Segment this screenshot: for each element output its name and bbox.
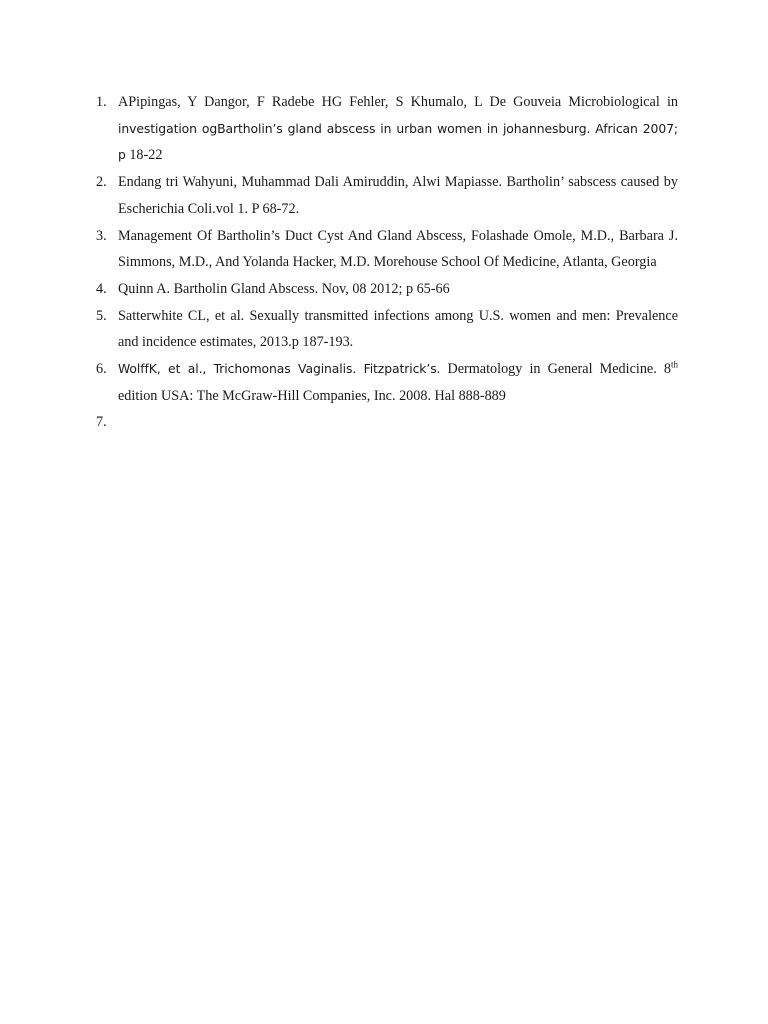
reference-text: Quinn A. Bartholin Gland Abscess. Nov, 08 2012; p 65-66: [118, 280, 450, 297]
reference-item-5: [96, 303, 678, 356]
reference-text: 18-22: [125, 147, 163, 164]
reference-number: 6.: [96, 361, 107, 378]
reference-number: 4.: [96, 280, 107, 297]
reference-number: 5.: [96, 307, 107, 324]
reference-text: WolffK, et al., Trichomonas Vaginalis. Fitzpatrick’s.: [118, 361, 441, 377]
reference-text: Management Of Bartholin’s Duct Cyst And Gland Abscess, Folashade Omole, M.D., Barbara J. Simmons, M.D., And Yolanda Hacker, M.D. Morehouse School Of Medicine, Atlanta, Georgia: [118, 227, 678, 271]
reference-item-6: [96, 356, 678, 409]
reference-number: 1.: [96, 94, 107, 110]
reference-number: 7.: [96, 414, 107, 431]
reference-text: APipingas, Y Dangor, F Radebe HG Fehler, S Khumalo, L De Gouveia Microbiological in: [118, 94, 678, 110]
reference-item-3: [96, 223, 678, 276]
reference-item-4: [96, 276, 678, 303]
superscript-ordinal: th: [670, 359, 678, 370]
reference-text: Endang tri Wahyuni, Muhammad Dali Amiruddin, Alwi Mapiasse. Bartholin’ sabscess caused by Escherichia Coli.vol 1. P 68-72.: [118, 174, 678, 217]
reference-text: investigation ogBartholin’s gland abscess in urban women in johannesburg. African 2007; p: [118, 120, 678, 163]
reference-text: edition USA: The McGraw-Hill Companies, Inc. 2008. Hal 888-889: [118, 387, 506, 404]
reference-text: Satterwhite CL, et al. Sexually transmitted infections among U.S. women and men: Prevalence and incidence estimates, 2013.p 187-193.: [118, 307, 678, 351]
reference-text: Dermatology in General Medicine. 8: [440, 361, 671, 378]
reference-list: [96, 89, 678, 431]
reference-number: 3.: [96, 227, 107, 244]
reference-item-1: [96, 89, 678, 169]
reference-number: 2.: [96, 174, 107, 191]
reference-item-2: [96, 169, 678, 222]
